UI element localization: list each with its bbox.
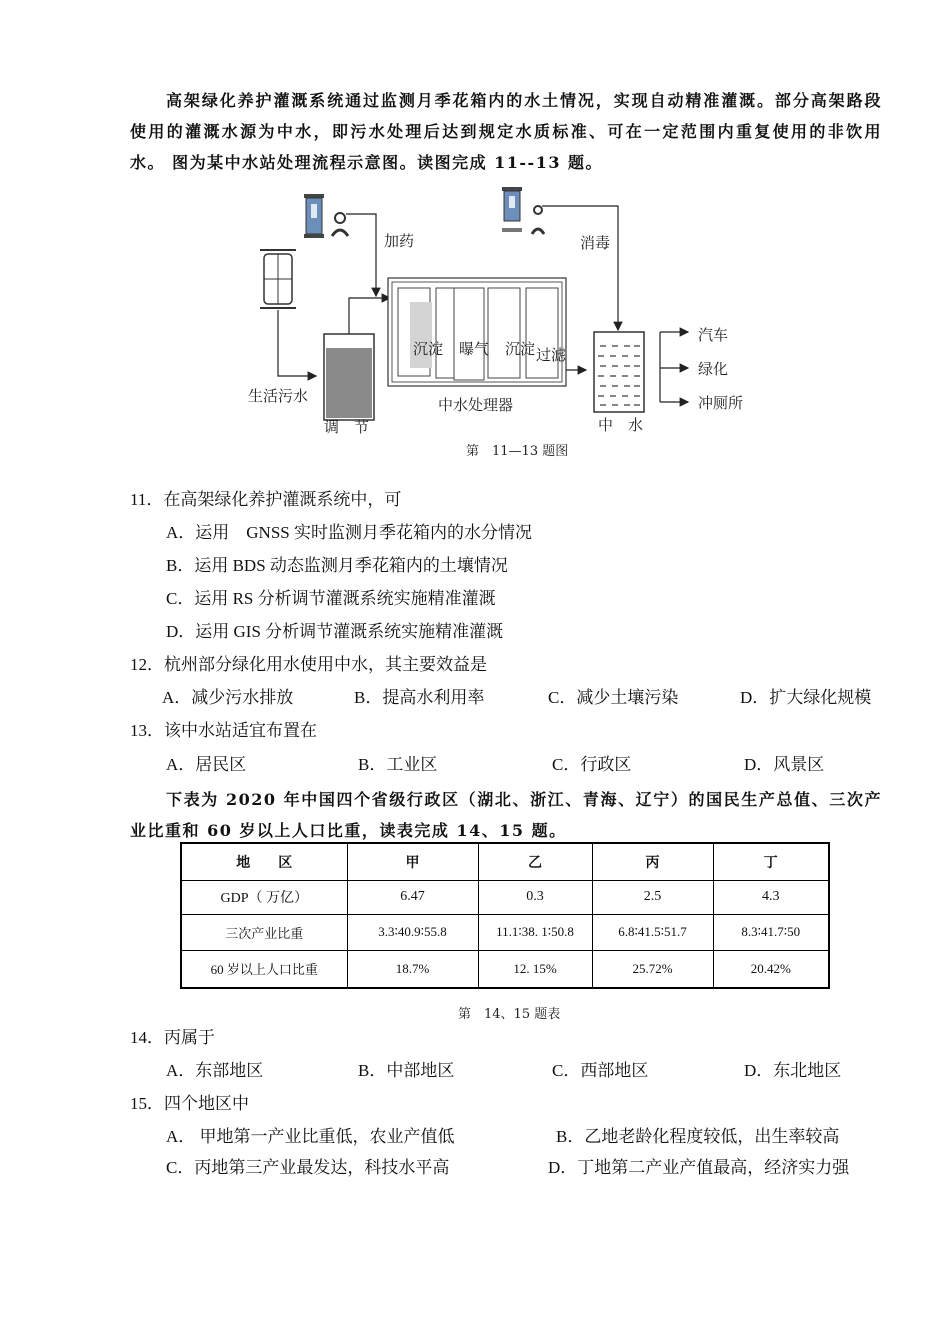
table-cell: 11.1∶38. 1∶50.8 — [478, 914, 592, 950]
question-15-option-c[interactable]: C．丙地第三产业最发达，科技水平高 — [166, 1158, 450, 1177]
intro-paragraph-1: 高架绿化养护灌溉系统通过监测月季花箱内的水土情况，实现自动精准灌溉。部分高架路段使用的灌溉水源为中水，即污水处理后达到规定水质标准、可在一定范围内重复使用的非饮用水。 图为某中水站处理流程示意图。读图完成 11--13 题。 — [130, 91, 882, 172]
processor-label: 中水处理器 — [438, 396, 514, 414]
disinfect-label: 消毒 — [580, 234, 611, 252]
water-processor — [388, 278, 566, 386]
table-header-row — [181, 843, 829, 880]
question-13-option-b[interactable]: B．工业区 — [358, 755, 438, 774]
filter-label: 过滤 — [536, 346, 567, 364]
regulate-label: 调 节 — [324, 418, 370, 436]
settle-label-1: 沉淀 — [413, 340, 444, 358]
table-row — [181, 950, 829, 988]
table-cell: 0.3 — [478, 880, 592, 914]
question-11-option-b[interactable]: B．运用 BDS 动态监测月季花箱内的土壤情况 — [166, 556, 508, 575]
dosing-pump-icon — [332, 213, 348, 236]
question-15-stem: 15．四个地区中 — [130, 1094, 249, 1113]
table-cell: 8.3∶41.7∶50 — [713, 914, 829, 950]
question-11-option-c[interactable]: C．运用 RS 分析调节灌溉系统实施精准灌溉 — [166, 589, 496, 608]
question-12-option-d[interactable]: D．扩大绿化规模 — [740, 688, 872, 707]
table-header-cell: 丁 — [713, 843, 829, 880]
question-14-stem: 14．丙属于 — [130, 1028, 215, 1047]
question-12-stem: 12．杭州部分绿化用水使用中水，其主要效益是 — [130, 655, 487, 674]
province-data-table — [180, 842, 830, 989]
table-cell: 6.47 — [347, 880, 478, 914]
question-11-option-d[interactable]: D．运用 GIS 分析调节灌溉系统实施精准灌溉 — [166, 622, 504, 641]
table-cell: 4.3 — [713, 880, 829, 914]
sewage-label: 生活污水 — [248, 387, 309, 405]
diagram-caption: 第 11—13 题图 — [466, 444, 569, 459]
reclaimed-water-diagram — [240, 184, 780, 444]
intro-paragraph-2: 下表为 2020 年中国四个省级行政区（湖北、浙江、青海、辽宁）的国民生产总值、三次产业比重和 60 岁以上人口比重，读表完成 14、15 题。 — [130, 790, 882, 840]
dosing-tank-icon — [304, 194, 324, 238]
table-header-cell: 地 区 — [181, 843, 347, 880]
table-cell: GDP（ 万亿） — [181, 880, 347, 914]
question-12-option-a[interactable]: A．减少污水排放 — [162, 688, 294, 707]
aerate-label: 曝气 — [459, 340, 490, 358]
output-greening: 绿化 — [698, 360, 729, 378]
reclaimed-water-tank — [594, 332, 644, 412]
question-14-option-a[interactable]: A．东部地区 — [166, 1061, 264, 1080]
question-14-option-d[interactable]: D．东北地区 — [744, 1061, 842, 1080]
question-13-stem: 13．该中水站适宜布置在 — [130, 721, 317, 740]
table-header-cell: 丙 — [592, 843, 713, 880]
table-header-cell: 乙 — [478, 843, 592, 880]
question-14-option-c[interactable]: C．西部地区 — [552, 1061, 649, 1080]
dosing-label: 加药 — [384, 232, 415, 250]
disinfect-tank-icon — [502, 187, 522, 232]
question-15-option-b[interactable]: B．乙地老龄化程度较低，出生率较高 — [556, 1127, 840, 1146]
grille-frame-icon — [260, 250, 296, 308]
question-13-option-c[interactable]: C．行政区 — [552, 755, 632, 774]
question-14-option-b[interactable]: B．中部地区 — [358, 1061, 455, 1080]
question-11-stem: 11．在高架绿化养护灌溉系统中，可 — [130, 490, 402, 509]
table-caption: 第 14、15 题表 — [458, 1007, 561, 1022]
question-13-option-d[interactable]: D．风景区 — [744, 755, 825, 774]
question-15-option-a[interactable]: A． 甲地第一产业比重低，农业产值低 — [166, 1127, 455, 1146]
disinfect-pump-icon — [532, 206, 544, 234]
table-cell: 3.3∶40.9∶55.8 — [347, 914, 478, 950]
table-cell: 6.8∶41.5∶51.7 — [592, 914, 713, 950]
question-12-option-b[interactable]: B．提高水利用率 — [354, 688, 485, 707]
output-car: 汽车 — [698, 326, 729, 344]
table-cell: 25.72% — [592, 950, 713, 988]
table-cell: 三次产业比重 — [181, 914, 347, 950]
table-cell: 2.5 — [592, 880, 713, 914]
regulating-tank-water — [326, 348, 372, 418]
question-15-option-d[interactable]: D．丁地第二产业产值最高，经济实力强 — [548, 1158, 850, 1177]
table-cell: 12. 15% — [478, 950, 592, 988]
output-toilet: 冲厕所 — [698, 394, 744, 412]
question-12-option-c[interactable]: C．减少土壤污染 — [548, 688, 679, 707]
reclaimed-label: 中 水 — [598, 416, 644, 434]
table-row — [181, 880, 829, 914]
table-cell: 60 岁以上人口比重 — [181, 950, 347, 988]
table-cell: 20.42% — [713, 950, 829, 988]
question-13-option-a[interactable]: A．居民区 — [166, 755, 247, 774]
table-row — [181, 914, 829, 950]
settle-label-2: 沉淀 — [505, 340, 536, 358]
table-cell: 18.7% — [347, 950, 478, 988]
table-header-cell: 甲 — [347, 843, 478, 880]
question-11-option-a[interactable]: A．运用 GNSS 实时监测月季花箱内的水分情况 — [166, 523, 532, 542]
